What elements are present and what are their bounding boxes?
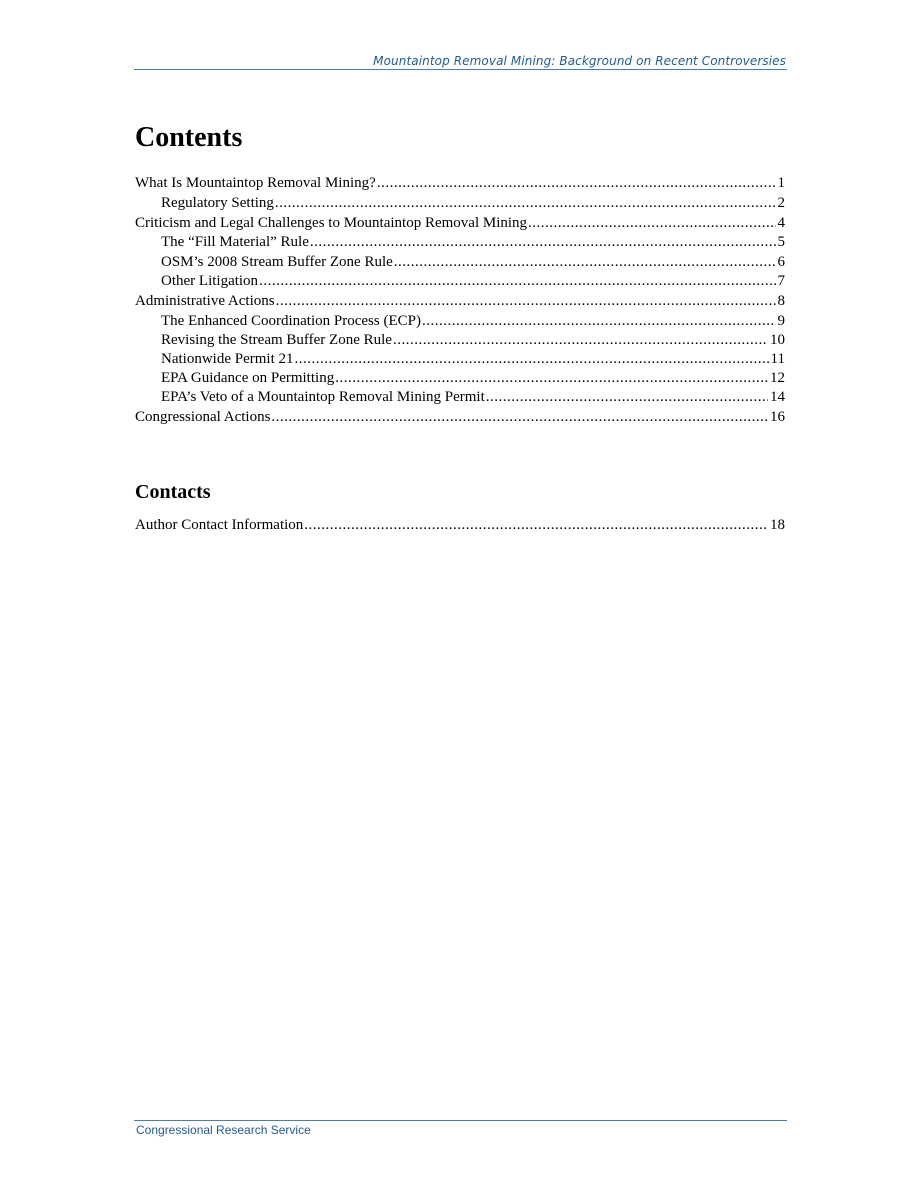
toc-subentry[interactable] <box>135 253 785 272</box>
toc-dot-leader <box>486 388 768 407</box>
toc-page-number: 14 <box>770 389 785 406</box>
toc-page-number: 10 <box>770 331 785 348</box>
toc-dot-leader <box>377 173 776 194</box>
toc-page-number: 5 <box>777 234 785 251</box>
toc-dot-leader <box>528 213 775 234</box>
toc-entry[interactable] <box>135 213 785 234</box>
toc-entry[interactable] <box>135 407 785 428</box>
toc-page-number: 12 <box>770 370 785 387</box>
toc-dot-leader <box>271 407 768 428</box>
toc-subentry[interactable] <box>135 312 785 331</box>
toc-dot-leader <box>275 194 776 213</box>
toc-subentry[interactable] <box>135 369 785 388</box>
toc-entry-title: Revising the Stream Buffer Zone Rule <box>161 331 392 348</box>
contacts-list <box>135 515 785 536</box>
toc-entry-title: Criticism and Legal Challenges to Mountaintop Removal Mining <box>135 214 528 231</box>
toc-page-number: 4 <box>777 214 785 231</box>
toc-entry-title: Administrative Actions <box>135 292 275 309</box>
toc-entry-title: EPA Guidance on Permitting <box>161 370 335 387</box>
toc-dot-leader <box>393 331 768 350</box>
running-header: Mountaintop Removal Mining: Background on Recent Controversies <box>373 54 786 68</box>
toc-entry-title: What Is Mountaintop Removal Mining? <box>135 175 376 191</box>
table-of-contents <box>135 173 785 428</box>
toc-entry[interactable] <box>135 291 785 312</box>
toc-dot-leader <box>259 272 775 291</box>
toc-entry-title: Nationwide Permit 21 <box>161 350 294 367</box>
toc-subentry[interactable] <box>135 233 785 252</box>
page-footer: Congressional Research Service <box>136 1123 311 1137</box>
toc-page-number: 7 <box>777 272 785 289</box>
toc-entry[interactable] <box>135 515 785 536</box>
toc-dot-leader <box>422 312 776 331</box>
toc-subentry[interactable] <box>135 388 785 407</box>
toc-dot-leader <box>276 291 776 312</box>
toc-dot-leader <box>394 253 776 272</box>
toc-page-number: 6 <box>777 253 785 270</box>
toc-entry-title: Regulatory Setting <box>161 194 274 211</box>
toc-subentry[interactable] <box>135 194 785 213</box>
toc-entry-title: Congressional Actions <box>135 409 271 426</box>
toc-page-number: 1 <box>777 175 785 191</box>
toc-page-number: 11 <box>770 350 785 367</box>
toc-subentry[interactable] <box>135 350 785 369</box>
toc-entry-title: Author Contact Information <box>135 517 304 533</box>
contents-heading: Contents <box>135 122 243 153</box>
toc-page-number: 16 <box>770 409 785 426</box>
toc-page-number: 18 <box>770 517 785 533</box>
toc-entry[interactable] <box>135 173 785 194</box>
toc-dot-leader <box>310 233 776 252</box>
toc-subentry[interactable] <box>135 272 785 291</box>
toc-page-number: 2 <box>777 194 785 211</box>
toc-entry-title: The “Fill Material” Rule <box>161 234 309 251</box>
header-rule <box>134 69 787 70</box>
toc-entry-title: OSM’s 2008 Stream Buffer Zone Rule <box>161 253 393 270</box>
toc-dot-leader <box>304 515 768 536</box>
toc-dot-leader <box>335 369 768 388</box>
toc-entry-title: EPA’s Veto of a Mountaintop Removal Mining Permit <box>161 389 485 406</box>
toc-dot-leader <box>294 350 768 369</box>
toc-subentry[interactable] <box>135 331 785 350</box>
footer-rule <box>134 1120 787 1121</box>
toc-page-number: 8 <box>777 292 785 309</box>
toc-entry-title: Other Litigation <box>161 272 259 289</box>
toc-page-number: 9 <box>777 312 785 329</box>
toc-entry-title: The Enhanced Coordination Process (ECP) <box>161 312 421 329</box>
contacts-heading: Contacts <box>135 481 211 503</box>
